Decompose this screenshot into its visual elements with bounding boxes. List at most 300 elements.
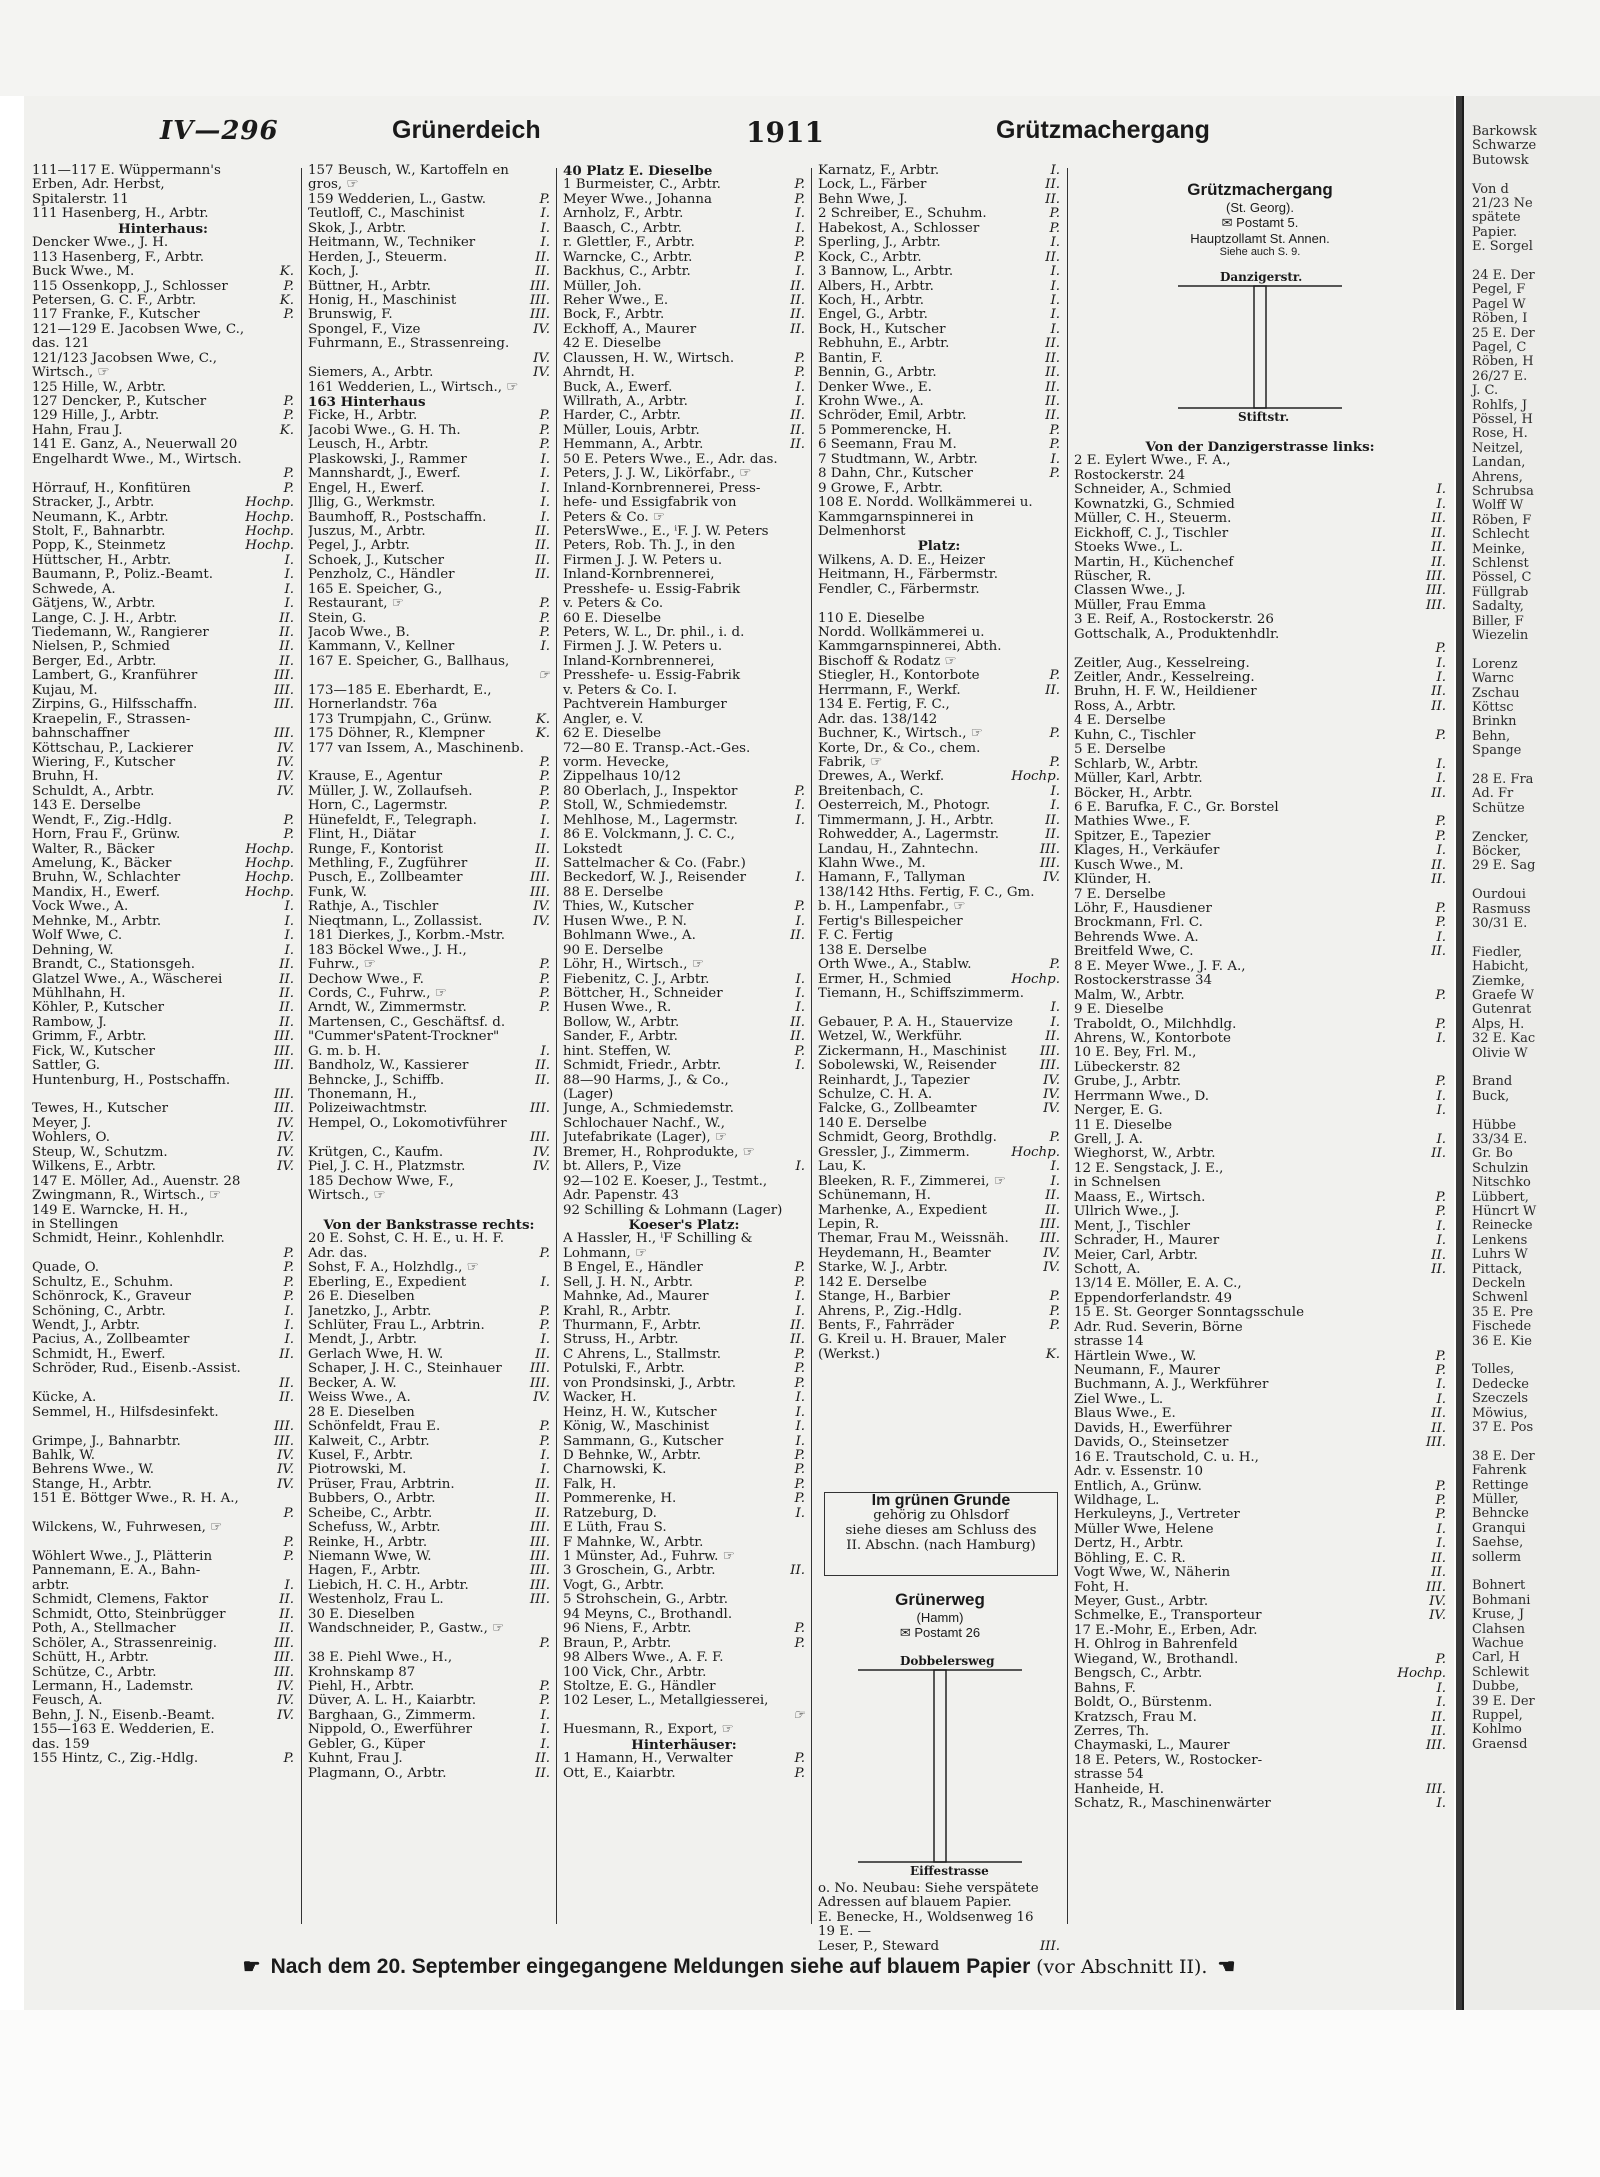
directory-entry (308, 1074, 550, 1088)
bleed-fragment: Brinkn (1472, 714, 1517, 730)
entry-text: Grell, J. A. (1074, 1133, 1143, 1147)
bottom-street-label: Eiffestrasse (910, 1864, 989, 1878)
floor-indicator: I. (1436, 1392, 1446, 1407)
entry-text: Leusch, H., Arbtr. (308, 438, 429, 453)
floor-indicator: II. (535, 1766, 550, 1781)
floor-indicator: P. (283, 1290, 294, 1305)
bleed-fragment: Dedecke (1472, 1376, 1529, 1392)
bleed-fragment: Szeczels (1472, 1391, 1529, 1407)
entry-text: Braun, P., Arbtr. (563, 1636, 672, 1651)
floor-indicator: II. (790, 1564, 805, 1579)
floor-indicator: I. (795, 1059, 805, 1074)
entry-text: Behrends Wwe. A. (1074, 930, 1199, 945)
entry-text: Schöning, C., Arbtr. (32, 1304, 166, 1319)
directory-entry (308, 785, 550, 799)
entry-text: Mathies Wwe., F. (1074, 815, 1191, 830)
floor-indicator: II. (279, 1622, 294, 1637)
floor-indicator: P. (283, 813, 294, 828)
floor-indicator: P. (1049, 1131, 1060, 1146)
directory-entry (563, 568, 805, 582)
entry-text: Wendt, F., Zig.-Hdlg. (32, 813, 172, 828)
entry-text: Charnowski, K. (563, 1463, 667, 1478)
floor-indicator: I. (795, 221, 805, 236)
entry-text: Stiegler, H., Kontorbote (818, 669, 980, 684)
bleed-fragment: 39 E. Der (1472, 1693, 1535, 1709)
entry-text: 165 E. Speicher, G., (308, 582, 443, 597)
gruetzmachergang-street-diagram (1174, 272, 1346, 422)
directory-entry (32, 1247, 294, 1261)
directory-entry (563, 1579, 805, 1593)
bleed-fragment: Ziemke, (1472, 973, 1525, 989)
directory-entry (818, 1088, 1060, 1102)
entry-text: 5 Pommerencke, H. (818, 423, 952, 438)
floor-indicator: II. (1045, 813, 1060, 828)
directory-entry (818, 785, 1060, 799)
entry-text: 2 E. Eylert Wwe., F. A., (1074, 454, 1231, 469)
entry-text: Stoeks Wwe., L. (1074, 541, 1183, 556)
directory-entry (818, 236, 1060, 250)
directory-entry (32, 554, 294, 568)
directory-entry (308, 265, 550, 279)
directory-entry (818, 684, 1060, 698)
entry-text: 155 Hintz, C., Zig.-Hdlg. (32, 1752, 199, 1767)
entry-text: Lokstedt (563, 842, 623, 857)
bleed-fragment: Hüncrt W (1472, 1204, 1537, 1219)
directory-entry (308, 1666, 550, 1680)
floor-indicator: II. (535, 1347, 550, 1362)
floor-indicator: P. (283, 1550, 294, 1564)
directory-entry (308, 1001, 550, 1015)
entry-text: Jutefabrikate (Lager), ☞ (563, 1131, 727, 1146)
entry-text: strasse 14 (1074, 1335, 1144, 1350)
entry-text: "Cummer'sPatent-Trockner" (308, 1030, 500, 1045)
entry-text: Albers, H., Arbtr. (818, 279, 934, 294)
floor-indicator: P. (283, 1261, 294, 1276)
directory-entry (563, 381, 805, 395)
directory-entry (1074, 1566, 1446, 1580)
floor-indicator: II. (535, 539, 550, 554)
directory-entry (308, 1550, 550, 1564)
bleed-fragment: Butowsk (1472, 152, 1529, 168)
floor-indicator: P. (1049, 221, 1060, 236)
floor-indicator: I. (795, 1290, 805, 1305)
floor-indicator: I. (795, 813, 805, 828)
directory-entry (308, 467, 550, 481)
directory-entry (308, 640, 550, 654)
entry-text: 90 E. Derselbe (563, 943, 664, 958)
directory-entry (818, 453, 1060, 467)
bleed-fragment: Rose, H. (1472, 426, 1528, 442)
entry-text: Bantin, F. (818, 351, 883, 366)
floor-indicator: II. (535, 1492, 550, 1507)
directory-entry (32, 1709, 294, 1723)
column-1 (32, 164, 294, 1926)
floor-indicator: IV. (277, 1448, 294, 1463)
entry-text: Inland-Kornbrennerei, (563, 654, 715, 669)
floor-indicator: III. (273, 1102, 294, 1117)
entry-text: Ahrens, W., Kontorbote (1074, 1031, 1231, 1046)
floor-indicator: P. (1049, 1290, 1060, 1305)
floor-indicator: I. (1436, 483, 1446, 498)
directory-entry (308, 1391, 550, 1405)
entry-text: 121—129 E. Jacobsen Wwe, C., (32, 322, 245, 337)
entry-text: Wilkens, A. D. E., Heizer (818, 553, 985, 568)
entry-text: Adr. das. 138/142 (818, 712, 938, 727)
directory-entry (1074, 1783, 1446, 1797)
directory-entry (563, 178, 805, 192)
entry-text: Gottschalk, A., Produktenhdlr. (1074, 627, 1280, 642)
directory-entry (818, 698, 1060, 712)
floor-indicator: III. (1425, 569, 1446, 584)
directory-entry (308, 539, 550, 553)
entry-text: Orth Wwe., A., Stablw. (818, 958, 972, 973)
entry-text: Müller, C. H., Steuerm. (1074, 512, 1232, 527)
floor-indicator: II. (279, 1015, 294, 1030)
directory-entry (818, 669, 1060, 683)
directory-entry (818, 1925, 1060, 1939)
entry-text: Presshefe- u. Essig-Fabrik (563, 582, 741, 597)
bleed-fragment: Füllgrab (1472, 584, 1529, 600)
directory-entry (308, 222, 550, 236)
floor-indicator: I. (540, 481, 550, 496)
directory-entry (32, 1391, 294, 1405)
floor-indicator: IV. (277, 755, 294, 770)
directory-entry (563, 742, 805, 756)
floor-indicator: P. (283, 467, 294, 482)
entry-text: Beckedorf, W. J., Reisender (563, 871, 746, 886)
directory-entry (563, 1146, 805, 1160)
directory-entry (308, 929, 550, 943)
directory-entry (32, 640, 294, 654)
directory-entry (308, 944, 550, 958)
directory-entry (32, 1377, 294, 1391)
directory-entry (818, 164, 1060, 178)
directory-entry (32, 1045, 294, 1059)
bleed-fragment: Graefe W (1472, 988, 1535, 1003)
entry-text: Köttschau, P., Lackierer (32, 741, 194, 756)
entry-text: Kownatzki, G., Schmied (1074, 497, 1235, 512)
entry-text: Jllig, G., Werkmstr. (308, 496, 436, 511)
floor-indicator: II. (535, 250, 550, 265)
bleed-fragment: Pegel, F (1472, 282, 1526, 298)
floor-indicator: P. (1049, 207, 1060, 222)
floor-indicator: II. (535, 1752, 550, 1767)
bleed-fragment: 32 E. Kac (1472, 1031, 1536, 1047)
entry-text: Kuhn, C., Tischler (1074, 728, 1196, 743)
directory-entry (563, 511, 805, 525)
floor-indicator: P. (1435, 1364, 1446, 1378)
bleed-fragment: Neitzel, (1472, 440, 1524, 456)
floor-indicator: IV. (277, 1694, 294, 1709)
directory-entry (308, 987, 550, 1001)
entry-text: 151 E. Böttger Wwe., R. H. A., (32, 1492, 239, 1507)
directory-entry (32, 1435, 294, 1449)
directory-entry (563, 1261, 805, 1275)
directory-entry (818, 640, 1060, 654)
entry-text: Bahns, F. (1074, 1681, 1136, 1696)
floor-indicator: P. (539, 1636, 550, 1651)
directory-entry (308, 799, 550, 813)
entry-text: 8 Dahn, Chr., Kutscher (818, 467, 973, 482)
entry-text: Kratzsch, Frau M. (1074, 1710, 1197, 1725)
bleed-fragment: Biller, F (1472, 613, 1524, 629)
bleed-fragment: 37 E. Pos (1472, 1420, 1534, 1435)
entry-text: Herrmann, F., Werkf. (818, 683, 961, 698)
floor-indicator: II. (535, 265, 550, 280)
entry-text: Koeser's Platz: (628, 1217, 740, 1233)
floor-indicator: I. (1050, 279, 1060, 294)
bleed-fragment: Schrubsa (1472, 484, 1534, 499)
entry-text: Quade, O. (32, 1261, 100, 1276)
entry-text: 96 Niens, F., Arbtr. (563, 1622, 692, 1637)
floor-indicator: P. (1435, 1652, 1446, 1667)
directory-entry (563, 785, 805, 799)
entry-text: Lau, K. (818, 1160, 867, 1175)
entry-text: 1 Münster, Ad., Fuhrw. ☞ (563, 1550, 735, 1564)
floor-indicator: II. (1431, 1566, 1446, 1581)
entry-text: Lange, C. J. H., Arbtr. (32, 611, 178, 626)
floor-indicator: III. (529, 308, 550, 323)
directory-entry (32, 1536, 294, 1550)
floor-indicator: P. (794, 1477, 805, 1492)
directory-entry (32, 655, 294, 669)
bleed-fragment: 35 E. Pre (1472, 1304, 1534, 1320)
entry-text: Schoek, J., Kutscher (308, 553, 445, 568)
entry-text: Böcker, H., Arbtr. (1074, 786, 1193, 801)
floor-indicator: II. (790, 1030, 805, 1045)
directory-entry (818, 713, 1060, 727)
entry-text: 20 E. Sohst, C. H. E., u. H. F. (308, 1232, 505, 1247)
column-rule (1067, 168, 1068, 1924)
entry-text: Herrmann Wwe., D. (1074, 1089, 1210, 1104)
entry-text: Heinz, H. W., Kutscher (563, 1405, 717, 1420)
entry-text: Vock Wwe., A. (32, 900, 129, 915)
directory-entry (563, 1348, 805, 1362)
floor-indicator: I. (795, 1405, 805, 1420)
floor-indicator: K. (535, 727, 550, 742)
pointing-hand-icon: ☛ (242, 1956, 261, 1978)
entry-text: Schröder, Emil, Arbtr. (818, 409, 967, 424)
entry-text: Warncke, C., Arbtr. (563, 250, 693, 265)
directory-entry (818, 958, 1060, 972)
directory-entry (818, 251, 1060, 265)
directory-entry (563, 1276, 805, 1290)
directory-entry (1074, 772, 1446, 786)
directory-entry (1074, 888, 1446, 902)
floor-indicator: I. (1436, 656, 1446, 671)
bleed-fragment: Sadalty, (1472, 599, 1524, 615)
floor-indicator: I. (284, 943, 294, 958)
directory-entry (563, 352, 805, 366)
directory-entry (308, 1117, 550, 1131)
entry-text: Sattler, G. (32, 1059, 101, 1074)
entry-text: Zickermann, H., Maschinist (818, 1044, 1007, 1059)
directory-entry (308, 453, 550, 467)
directory-entry (32, 308, 294, 322)
floor-indicator: P. (539, 1304, 550, 1319)
directory-entry (563, 1593, 805, 1607)
directory-entry (32, 1117, 294, 1131)
floor-indicator: I. (1050, 784, 1060, 799)
floor-indicator: P. (794, 1044, 805, 1059)
floor-indicator: I. (795, 1001, 805, 1016)
directory-entry (308, 1420, 550, 1434)
entry-text: Skok, J., Arbtr. (308, 221, 407, 236)
directory-entry (818, 814, 1060, 828)
entry-text: Lambert, G., Kranführer (32, 669, 198, 684)
directory-entry (32, 1738, 294, 1752)
directory-entry (818, 366, 1060, 380)
directory-entry (308, 1333, 550, 1347)
directory-entry (818, 583, 1060, 597)
directory-entry (308, 1694, 550, 1708)
floor-indicator: I. (1436, 497, 1446, 512)
directory-entry (32, 280, 294, 294)
floor-indicator: P. (794, 1261, 805, 1276)
entry-text: Buck Wwe., M. (32, 265, 135, 280)
directory-entry (308, 857, 550, 871)
entry-text: Wandschneider, P., Gastw., ☞ (308, 1622, 505, 1637)
floor-indicator: Hochp. (1011, 972, 1060, 987)
directory-entry (32, 1723, 294, 1737)
directory-entry (1074, 1176, 1446, 1190)
floor-indicator: I. (284, 900, 294, 915)
floor-indicator: II. (279, 611, 294, 626)
section-heading (1074, 440, 1446, 454)
floor-indicator: I. (1436, 1537, 1446, 1552)
entry-text: Müller, Louis, Arbtr. (563, 423, 700, 438)
directory-entry (308, 1045, 550, 1059)
entry-text: Müller Wwe, Helene (1074, 1522, 1214, 1537)
floor-indicator: I. (1050, 322, 1060, 337)
bleed-fragment: Nitschko (1472, 1175, 1531, 1191)
entry-text: Mandix, H., Ewerf. (32, 885, 160, 900)
floor-indicator: I. (1436, 1104, 1446, 1119)
floor-indicator: IV. (533, 322, 550, 337)
bleed-fragment: Barkowsk (1472, 124, 1537, 139)
directory-entry (1074, 498, 1446, 512)
entry-text: Schwede, A. (32, 582, 116, 597)
directory-entry (563, 308, 805, 322)
entry-text: Schütt, H., Arbtr. (32, 1651, 149, 1666)
floor-indicator: III. (529, 1102, 550, 1117)
floor-indicator: P. (283, 1535, 294, 1550)
floor-indicator: P. (283, 1506, 294, 1521)
directory-entry (563, 1536, 805, 1550)
directory-entry (32, 929, 294, 943)
column-rule (811, 168, 812, 1924)
entry-text: Schatz, R., Maschinenwärter (1074, 1797, 1271, 1812)
floor-indicator: P. (283, 1275, 294, 1290)
directory-entry (308, 251, 550, 265)
directory-entry (32, 496, 294, 510)
entry-text: Hamann, F., Tallyman (818, 871, 966, 886)
floor-indicator: II. (790, 322, 805, 337)
directory-entry (563, 1406, 805, 1420)
floor-indicator: III. (529, 1521, 550, 1536)
directory-entry (32, 1348, 294, 1362)
floor-indicator: III. (529, 871, 550, 886)
entry-text: 12 E. Sengstack, J. E., (1074, 1161, 1224, 1176)
directory-entry (818, 308, 1060, 322)
entry-text: 30 E. Dieselben (308, 1607, 415, 1622)
floor-indicator: IV. (533, 914, 550, 929)
entry-text: 50 E. Peters Wwe., E., Adr. das. (563, 452, 778, 467)
floor-indicator: I. (795, 265, 805, 280)
directory-entry (308, 207, 550, 221)
directory-entry (1074, 1754, 1446, 1768)
floor-indicator: I. (1050, 1160, 1060, 1175)
floor-indicator: I. (540, 467, 550, 482)
entry-text: Fertig's Billespeicher (818, 914, 963, 929)
directory-entry (818, 1102, 1060, 1116)
entry-text: 86 E. Volckmann, J. C. C., (563, 828, 735, 843)
directory-entry (308, 1507, 550, 1521)
entry-text: Wilkens, E., Arbtr. (32, 1160, 156, 1175)
floor-indicator: I. (1050, 452, 1060, 467)
bleed-fragment: Olivie W (1472, 1045, 1528, 1061)
entry-text: Böhling, E. C. R. (1074, 1551, 1186, 1566)
directory-entry (32, 193, 294, 207)
directory-entry (1074, 801, 1446, 815)
directory-entry (1074, 584, 1446, 598)
floor-indicator: P. (1049, 755, 1060, 770)
floor-indicator: II. (279, 1391, 294, 1406)
directory-entry (32, 1204, 294, 1218)
directory-entry (818, 871, 1060, 885)
directory-entry (308, 1492, 550, 1506)
bleed-fragment: Kruse, J (1472, 1607, 1525, 1623)
column-4 (818, 164, 1060, 1389)
floor-indicator: IV. (533, 1391, 550, 1406)
bleed-fragment: E. Sorgel (1472, 239, 1533, 255)
entry-text: bahnschaffner (32, 727, 130, 742)
directory-entry (32, 568, 294, 582)
floor-indicator: III. (529, 885, 550, 900)
directory-entry (308, 366, 550, 380)
entry-text: König, W., Maschinist (563, 1420, 710, 1435)
entry-text: 9 Growe, F., Arbtr. (818, 481, 944, 496)
directory-entry (1074, 1292, 1446, 1306)
floor-indicator: III. (529, 293, 550, 308)
entry-text: Petersen, G. C. F., Arbtr. (32, 293, 197, 308)
floor-indicator: II. (279, 640, 294, 655)
directory-entry (308, 482, 550, 496)
directory-entry (32, 539, 294, 553)
floor-indicator: P. (794, 1492, 805, 1507)
pointing-hand-icon: ☚ (1217, 1956, 1236, 1978)
directory-page (24, 96, 1454, 2011)
entry-text: 140 E. Derselbe (818, 1116, 927, 1131)
entry-text: Wendt, J., Arbtr. (32, 1319, 140, 1333)
floor-indicator: P. (539, 1434, 550, 1449)
entry-text: Wirtsch., ☞ (308, 1189, 386, 1204)
entry-text: F Mahnke, W., Arbtr. (563, 1535, 704, 1550)
entry-text: Stoltze, E. G., Händler (563, 1679, 716, 1694)
floor-indicator: III. (273, 1044, 294, 1059)
entry-text: Junge, A., Schmiedemstr. (563, 1102, 734, 1117)
entry-text: Nerger, E. G. (1074, 1104, 1163, 1119)
directory-entry (563, 438, 805, 452)
floor-indicator: II. (535, 1059, 550, 1074)
directory-entry (563, 727, 805, 741)
entry-text: 100 Vick, Chr., Arbtr. (563, 1665, 707, 1680)
entry-text: Pommerenke, H. (563, 1492, 677, 1507)
directory-entry (308, 1651, 550, 1665)
floor-indicator: I. (1436, 772, 1446, 787)
entry-text: 111 Hasenberg, H., Arbtr. (32, 207, 209, 222)
directory-entry (1074, 1277, 1446, 1291)
